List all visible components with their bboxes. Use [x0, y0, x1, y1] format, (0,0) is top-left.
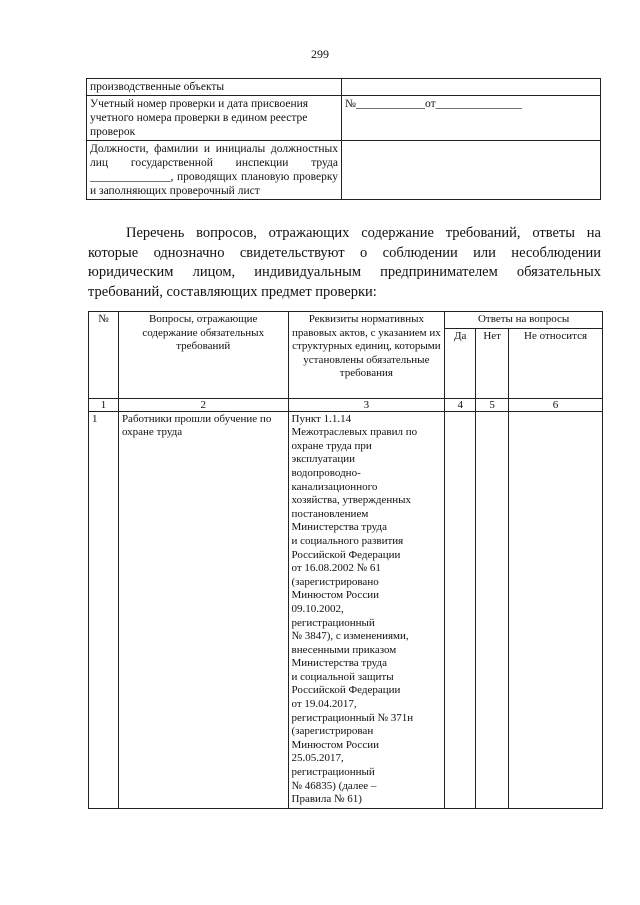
- table-row: [87, 79, 601, 96]
- reference-line: внесенными приказом: [291, 643, 397, 656]
- info-label: Должности, фамилии и инициалы должностных лиц государственной инспекции труда ______________, проводящих плановую проверку и заполняющих проверочный лист: [87, 141, 342, 200]
- checklist-table: [88, 311, 603, 809]
- reference-line: 25.05.2017,: [291, 752, 344, 765]
- reference-line: канализационного: [291, 480, 378, 493]
- reference-line: № 3847), с изменениями,: [291, 630, 409, 643]
- reference-line: эксплуатации: [291, 453, 355, 466]
- column-number-row: [89, 398, 603, 411]
- reference-line: охране труда при: [291, 439, 372, 452]
- reference-line: Минюстом России: [291, 738, 379, 751]
- answer-no-cell[interactable]: [476, 411, 509, 808]
- reference-line: № 46835) (далее –: [291, 779, 377, 792]
- col-number: 6: [509, 398, 603, 411]
- col-number: 3: [288, 398, 445, 411]
- header-question: Вопросы, отражающие содержание обязательных требований: [118, 312, 288, 399]
- reference-line: регистрационный: [291, 766, 375, 779]
- inspection-info-table: [86, 78, 601, 200]
- col-number: 4: [445, 398, 476, 411]
- row-question: Работники прошли обучение по охране труда: [118, 411, 288, 808]
- row-number: 1: [89, 411, 119, 808]
- header-num: №: [89, 312, 119, 399]
- header-answers: Ответы на вопросы: [445, 312, 603, 329]
- col-number: 2: [118, 398, 288, 411]
- reference-line: и социальной защиты: [291, 670, 394, 683]
- header-no: Нет: [476, 328, 509, 398]
- reference-line: (зарегистрирован: [291, 725, 374, 738]
- reference-line: регистрационный: [291, 616, 375, 629]
- col-number: 1: [89, 398, 119, 411]
- header-na: Не относится: [509, 328, 603, 398]
- table-row: [87, 96, 601, 141]
- reference-line: водопроводно-: [291, 466, 361, 479]
- info-value: [342, 79, 601, 96]
- col-number: 5: [476, 398, 509, 411]
- reference-line: Правила № 61): [291, 793, 362, 806]
- header-requisites: Реквизиты нормативных правовых актов, с указанием их структурных единиц, которыми установлены обязательные требования: [288, 312, 445, 399]
- answer-yes-cell[interactable]: [445, 411, 476, 808]
- intro-paragraph: Перечень вопросов, отражающих содержание требований, ответы на которые однозначно свидетельствуют о соблюдении или несоблюдении юридическим лицом, индивидуальным предпринимателем обязательных требований, составляющих предмет проверки:: [88, 225, 601, 300]
- reference-line: от 16.08.2002 № 61: [291, 562, 381, 575]
- reference-line: 09.10.2002,: [291, 602, 344, 615]
- reference-line: регистрационный № 371н: [291, 711, 414, 724]
- reference-line: постановлением: [291, 507, 369, 520]
- info-label: производственные объекты: [87, 79, 342, 96]
- reference-line: (зарегистрировано: [291, 575, 379, 588]
- table-row: [87, 141, 601, 200]
- header-yes: Да: [445, 328, 476, 398]
- reference-line: Российской Федерации: [291, 684, 401, 697]
- header-row: [89, 312, 603, 329]
- reference-line: Межотраслевых правил по: [291, 426, 418, 439]
- info-label: Учетный номер проверки и дата присвоения учетного номера проверки в едином реестре проверок: [87, 96, 342, 141]
- reference-line: Министерства труда: [291, 657, 387, 670]
- reference-line: Минюстом России: [291, 589, 379, 602]
- reference-line: Пункт 1.1.14: [291, 412, 352, 425]
- reference-line: от 19.04.2017,: [291, 698, 357, 711]
- reference-line: и социального развития: [291, 534, 404, 547]
- table-row: [89, 411, 603, 808]
- info-value: [342, 141, 601, 200]
- page-number: 299: [311, 47, 329, 61]
- info-value: №____________от_______________: [342, 96, 601, 141]
- reference-line: Российской Федерации: [291, 548, 401, 561]
- answer-na-cell[interactable]: [509, 411, 603, 808]
- reference-line: Министерства труда: [291, 521, 387, 534]
- reference-line: хозяйства, утвержденных: [291, 494, 412, 507]
- row-reference: [288, 411, 445, 808]
